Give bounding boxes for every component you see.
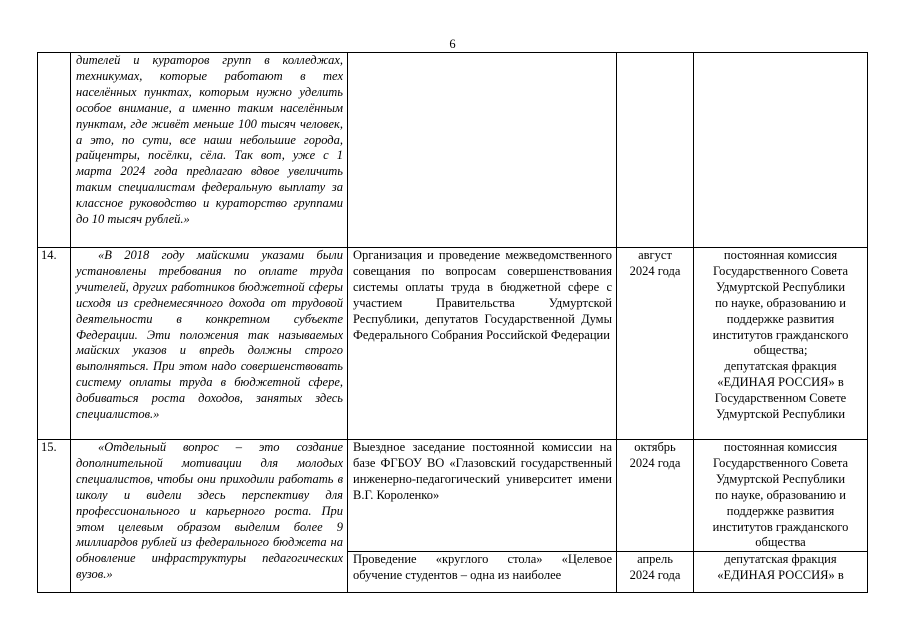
table-row xyxy=(38,248,868,440)
row-number-cell xyxy=(38,248,71,440)
responsible-line: Государственном Совете xyxy=(714,391,847,406)
activity-cell xyxy=(348,440,617,552)
responsible-cell xyxy=(694,552,868,593)
quote-text: «В 2018 году майскими указами были установлены требования по оплате труда учителей, других работников бюджетной сферы исходя из среднемесячного дохода от трудовой деятельности в конкретном субъекте Федерации. Эти положения так называемых майских указов и впредь должны строго выполняться. При этом надо совершенствовать систему оплаты труда в бюджетной сфере, добиваться роста доходов, занятых здесь специалистов.» xyxy=(76,248,343,422)
quote-text: «Отдельный вопрос – это создание дополнительной мотивации для молодых специалистов, чтобы они приходили работать в школу и видели здесь перспективу для профессионального и карьерного роста. При этом целевым образом выделим более 9 миллиардов рублей из федерального бюджета на обновление инфраструктуры педагогических вузов.» xyxy=(76,440,343,582)
term-month: апрель xyxy=(637,552,673,567)
responsible-line: общества xyxy=(755,535,806,550)
responsible-line: Государственного Совета xyxy=(712,455,849,470)
row-number-cell xyxy=(38,440,71,593)
page-number: 6 xyxy=(449,37,456,51)
activity-text: Проведение «круглого стола» «Целевое обучение студентов – одна из наиболее xyxy=(353,552,612,583)
term-month: август xyxy=(638,248,672,262)
term-month: октябрь xyxy=(634,440,676,454)
row-number: 14. xyxy=(41,248,57,262)
term-cell xyxy=(617,440,694,552)
responsible-line: Удмуртской Республики xyxy=(715,471,846,486)
responsible-cell xyxy=(694,53,868,248)
table-row xyxy=(38,53,868,248)
responsible-line: поддержке развития xyxy=(726,311,835,326)
quote-cell xyxy=(71,440,348,593)
responsible-cell xyxy=(694,248,868,440)
responsible-line: постоянная комиссия xyxy=(723,248,838,262)
quote-cell xyxy=(71,53,348,248)
responsible-line: поддержке развития xyxy=(726,503,835,518)
term-year: 2024 года xyxy=(629,455,681,470)
quote-cell xyxy=(71,248,348,440)
responsible-line: институтов гражданского xyxy=(712,519,849,534)
table-row xyxy=(38,440,868,552)
activity-cell xyxy=(348,248,617,440)
responsible-line: «ЕДИНАЯ РОССИЯ» в xyxy=(717,375,844,390)
row-number: 15. xyxy=(41,440,57,454)
responsible-line: депутатская фракция xyxy=(724,359,837,374)
term-year: 2024 года xyxy=(629,568,681,583)
plan-table xyxy=(37,52,868,593)
activity-cell xyxy=(348,552,617,593)
row-number-cell xyxy=(38,53,71,248)
responsible-line: по науке, образованию и xyxy=(715,487,846,502)
responsible-line: Государственного Совета xyxy=(712,263,849,278)
term-cell xyxy=(617,248,694,440)
quote-text: дителей и кураторов групп в колледжах, техникумах, которые работают в тех населённых пунктах, которым нужно уделить особое внимание, а именно таким населённым пунктам, где живёт меньше 100 тысяч человек, а это, по сути, все наши небольшие города, райцентры, посёлки, сёла. Так вот, уже с 1 марта 2024 года предлагаю вдвое увеличить таким специалистам федеральную выплату за классное руководство и кураторство группами до 10 тысяч рублей.» xyxy=(76,53,343,227)
responsible-line: по науке, образованию и xyxy=(715,295,846,310)
responsible-line: институтов гражданского xyxy=(712,327,849,342)
responsible-line: общества; xyxy=(753,343,808,358)
term-cell xyxy=(617,552,694,593)
responsible-line: постоянная комиссия xyxy=(723,440,838,454)
term-year: 2024 года xyxy=(629,263,681,278)
responsible-line: Удмуртской Республики xyxy=(715,407,846,422)
term-cell xyxy=(617,53,694,248)
responsible-cell xyxy=(694,440,868,552)
responsible-line: Удмуртской Республики xyxy=(715,279,846,294)
activity-text: Организация и проведение межведомственного совещания по вопросам совершенствования системы оплаты труда в бюджетной сфере с участием Правительства Удмуртской Республики, депутатов Государственной Думы Федерального Собрания Российской Федерации xyxy=(353,248,612,342)
responsible-line: депутатская фракция xyxy=(724,552,837,567)
activity-cell xyxy=(348,53,617,248)
responsible-line: «ЕДИНАЯ РОССИЯ» в xyxy=(717,568,844,583)
activity-text: Выездное заседание постоянной комиссии на базе ФГБОУ ВО «Глазовский государственный инженерно-педагогический университет имени В.Г. Короленко» xyxy=(353,440,612,502)
